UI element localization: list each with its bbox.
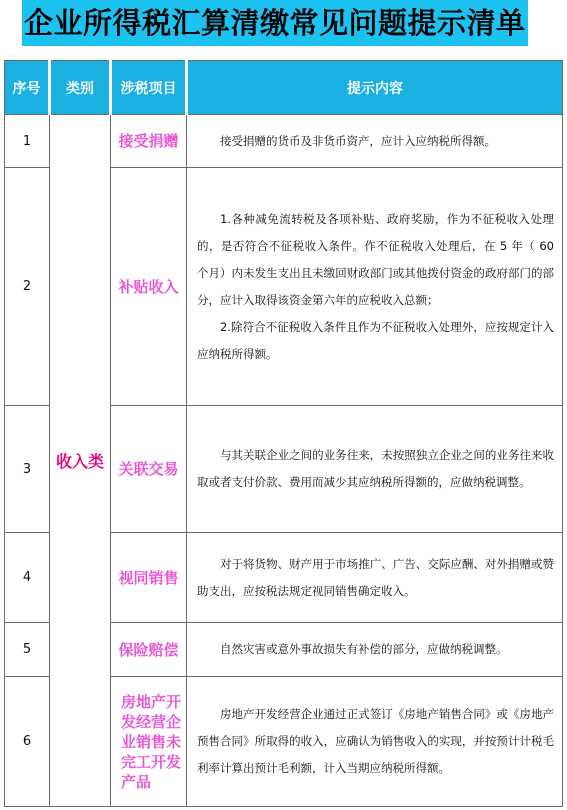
content-cell: [187, 406, 563, 533]
item-cell: 房地产开发经营企业销售未完工开发产品: [111, 677, 187, 807]
table-header-row: [5, 61, 563, 115]
content-paragraph: 自然灾害或意外事故损失有补偿的部分，应做纳税调整。: [220, 642, 508, 656]
item-cell: 补贴收入: [111, 168, 187, 406]
content-paragraph: 房地产开发经营企业通过正式签订《房地产销售合同》或《房地产预售合同》所取得的收入，应确认为销售收入的实现，并按预计计税毛利率计算出预计毛利额，计入当期应纳税所得额。: [197, 707, 554, 775]
row-number: 1: [5, 115, 50, 168]
content-paragraph: 与其关联企业之间的业务往来，未按照独立企业之间的业务往来收取或者支付价款、费用而减少其应纳税所得额的，应做纳税调整。: [197, 448, 554, 489]
row-number: 5: [5, 623, 50, 677]
tax-issue-table: [4, 60, 563, 807]
item-cell: 关联交易: [111, 406, 187, 533]
category-cell: 收入类: [50, 115, 111, 807]
header-no: 序号: [5, 61, 50, 115]
row-number: 2: [5, 168, 50, 406]
table-row: [5, 115, 563, 168]
item-cell: 视同销售: [111, 533, 187, 623]
content-paragraph: 2.除符合不征税收入条件且作为不征税收入处理外，应按规定计入应纳税所得额。: [197, 319, 554, 361]
header-item: 涉税项目: [111, 61, 187, 115]
row-number: 3: [5, 406, 50, 533]
content-cell: [187, 677, 563, 807]
page-title: 企业所得税汇算清缴常见问题提示清单: [22, 0, 528, 46]
content-paragraph: 对于将货物、财产用于市场推广、广告、交际应酬、对外捐赠或赞助支出，应按税法规定视同销售确定收入。: [197, 556, 554, 598]
content-cell: [187, 533, 563, 623]
row-number: 4: [5, 533, 50, 623]
item-cell: 保险赔偿: [111, 623, 187, 677]
title-bar: [22, 0, 528, 48]
item-cell: 接受捐赠: [111, 115, 187, 168]
content-paragraph: 接受捐赠的货币及非货币资产，应计入应纳税所得额。: [220, 133, 496, 148]
content-paragraph: 1.各种减免流转税及各项补贴、政府奖励，作为不征税收入处理的，是否符合不征税收入条件。作不征税收入处理后，在 5 年（ 60 个月）内未发生支出且未缴回财政部门或其他拨付资金的政府部门的部分，应计入取得该资金第六年的应税收入总额；: [197, 211, 554, 307]
content-cell: [187, 623, 563, 677]
content-cell: [187, 168, 563, 406]
content-cell: [187, 115, 563, 168]
header-content: 提示内容: [187, 61, 563, 115]
row-number: 6: [5, 677, 50, 807]
header-category: 类别: [50, 61, 111, 115]
